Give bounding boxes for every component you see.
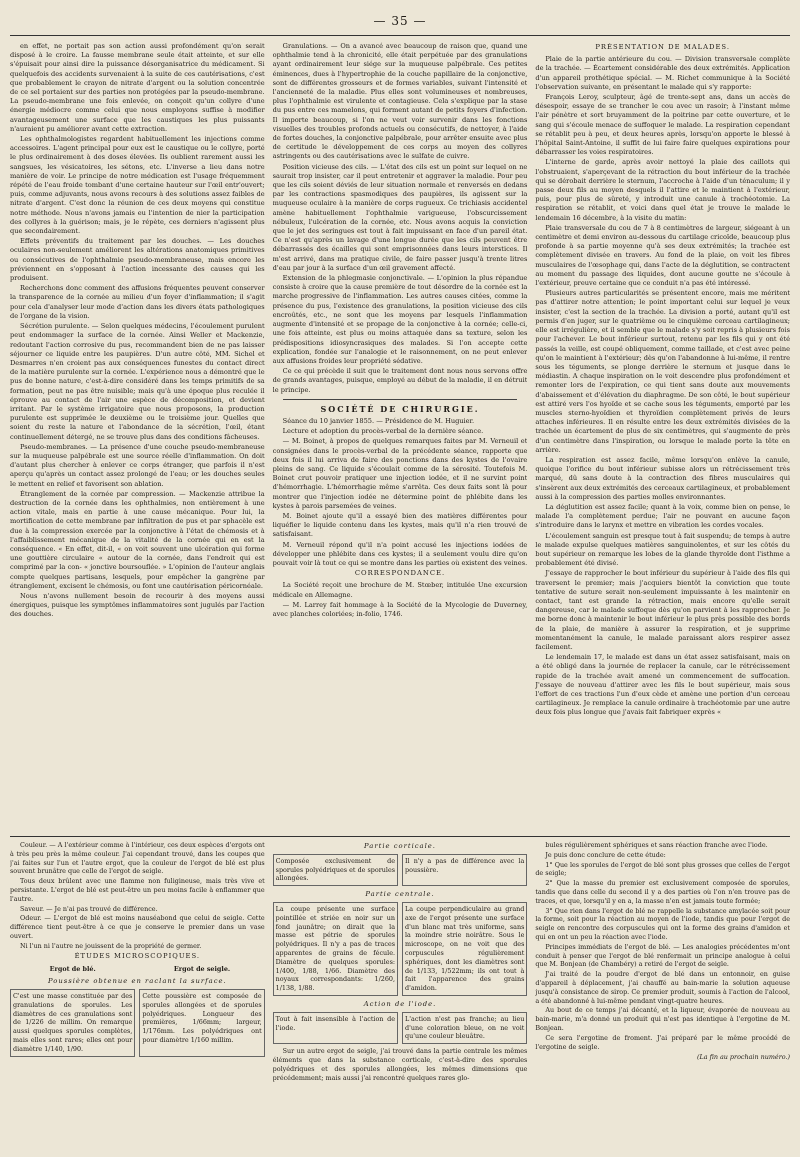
paragraph: François Leroy, sculpteur, âgé de trente-sept ans, dans un accès de désespoir, essaye de se trancher le cou avec un rasoir; à l'instant même l'air pénètre et sort bruyamment de la poitrine par cette ouverture, et le sang qui s'écoule menace de suffoquer le malade. La respiration cependant se rétablit peu à peu, et deux heures après, lorsqu'on apporte le blessé à l'hôpital Saint-Antoine, il suffit de lui faire faire quelques expirations pour débarrasser les voies respiratoires. — [535, 93, 790, 157]
right-cell: Cette poussière est composée de sporules allongées et de sporules polyédriques. Longueur des premières, 1/66mm; largeur, 1/176mm. Les polyédriques ont pour diamètre 1/160 millim. — [139, 989, 264, 1057]
section-rule — [283, 399, 518, 400]
paragraph: Sur un autre ergot de seigle, j'ai trouvé dans la partie centrale les mêmes éléments que dans la substance corticale, c'est-à-dire des sporules polyédriques et des sporules allongées, les mêmes dimensions que précédemment; mais aussi j'ai rencontré quelques rares glo- — [272, 1047, 528, 1082]
right-cell: La coupe perpendiculaire au grand axe de l'ergot présente une surface d'un blanc mat très uniforme, sans la moindre strie noirâtre. Sous le microscope, on ne voit que des corpuscules régulièrement sphériques, dont les diamètres sont de 1/133, 1/522mm; ils ont tout à fait l'apparence des grains d'amidon. — [402, 902, 527, 996]
society-title: SOCIÉTÉ DE CHIRURGIE. — [320, 403, 480, 414]
paragraph: Ce ce qui précède il suit que le traitement dont nous nous servons offre de grands avantages, puisque, employé au début de la maladie, il en détruit le principe. — [272, 367, 528, 394]
paragraph: L'interne de garde, après avoir nettoyé la plaie des caillots qui l'obstruaient, s'aperçevant de la rétraction du bout inférieur de la trachée qui se dérobait derrière le sternum, l'accroche à l'aide d'un ténaculum; il y passe deux fils au moyen desquels il l'attire et le maintient à l'extérieur, puis, pour plus de sûreté, y introduit une canule à trachéotomie. La respiration se rétablit, et voici dans quel état je trouve le malade le lendemain 16 décembre, à la visite du matin: — [535, 158, 790, 222]
comparison-row — [273, 1012, 528, 1047]
paragraph: La déglutition est assez facile; quant à la voix, comme bien on pense, le malade l'a complètement perdue; l'air ne pouvant en aucune façon s'introduire dans le larynx et mettre en vibration les cordes vocales. — [535, 502, 790, 530]
paragraph: en effet, ne portait pas son action aussi profondément qu'on serait disposé à le croire. La fausse membrane seule était atteinte, et sur elle s'épuisait pour ainsi dire la puissance désorganisatrice du médicament. Si quelquefois des accidents survenaient à la suite de ces cautérisations, c'est que probablement le crayon de nitrate d'argent ou la solution concentrée de ce sel portaient sur des parties non protégées par la pseudo-membrane. La pseudo-membrane une fois enlevée, on conçoit qu'un collyre d'une énergie médiocre comme celui que nous employons suffise à modifier avantageusement une surface que les caustiques les plus puissants n'auraient pu améliorer avant cette extraction. — [10, 42, 265, 133]
paragraph: Ni l'un ni l'autre ne jouissent de la propriété de germer. — [20, 941, 202, 950]
paragraph: M. Verneuil répond qu'il n'a point accusé les injections iodées de développer une phlébite dans ces kystes; il a seulement voulu dire qu'on pouvait voir là tout ce qui se montre dans les parties où existent des veines. — [272, 540, 528, 567]
bottom-column-2 — [273, 841, 528, 1151]
paragraph: 2° Que la masse du premier est exclusivement composée de sporules, tandis que dans celle du second il y a des parties où l'on n'en trouve pas de traces, et que, lorsqu'il y en a, la masse n'en est jamais toute formée; — [535, 879, 790, 905]
subheading: Partie corticale. — [364, 842, 436, 850]
paragraph: Ce sera l'ergotine de froment. J'ai préparé par le même procédé de l'ergotine de seigle. — [535, 1033, 790, 1051]
paragraph: Extension de la phlegmasie conjonctivale. — L'opinion la plus répandue consiste à croire que la cause première de tout désordre de la cornée est la marche progressive de l'inflammation. Les autres causes citées, comme la présence du pus, l'existence des granulations, la position vicieuse des cils encroûtés, etc., ne sont que les moyens par lesquels l'inflammation augmente d'intensité et se propage de la conjonctive à la cornée; celle-ci, une fois atteinte, est plus ou moins attaquée dans sa texture, selon les prédispositions idiosyncrasiques des malades. Si l'on accepte cette explication, fondée sur l'analogie et le raisonnement, on ne peut enlever aux affusions froides leur propriété sédative. — [272, 274, 528, 365]
paragraph: Pseudo-membranes. — La présence d'une couche pseudo-membraneuse sur la muqueuse palpébrale est une source réelle d'inflammation. On doit d'autant plus chercher à enlever ce corps étranger, que parfois il n'est aperçu qu'après un contact assez prolongé de l'eau; or les douches seules le mettent en relief et favorisent son ablation. — [10, 442, 265, 488]
paragraph: Nous n'avons nullement besoin de recourir à des moyens aussi énergiques, puisque les symptômes inflammatoires sont jugulés par l'action des douches. — [10, 591, 265, 619]
paragraph: Tous deux brûlent avec une flamme non fuligineuse, mais très vive et persistante. L'ergot de blé est peut-être un peu moins facile à enflammer que l'autre. — [10, 877, 265, 903]
page-number: — 35 — — [373, 14, 427, 28]
paragraph: Étranglement de la cornée par compression. — Mackenzie attribue la destruction de la cornée dans les ophthalmies, non entièrement à une action vitale, mais en partie à une cause mécanique. Pour lui, la mortification de cette membrane par infiltration de pus et par sphacèle est due à la compression exercée par la conjonctive à l'état de chémosis et à l'affaiblissement mécanique de la vitalité de la cornée qui en est la conséquence. « En effet, dit-il, « on voit souvent une ulcération qui forme une gouttière circulaire « autour de la cornée, dans l'endroit qui est comprimé par la con- « jonctive boursouflée. » L'opinion de l'auteur anglais compte quelques partisans, lesquels, pour empêcher la gangrène par étranglement, excisent le chémosis, ou font une cautérisation péricornéale. — [10, 489, 265, 590]
right-cell: Il n'y a pas de différence avec la poussière. — [402, 854, 527, 886]
bottom-column-3 — [535, 841, 790, 1151]
paragraph: Sécrétion purulente. — Selon quelques médecins, l'écoulement purulent peut endommager la surface de la cornée. Ainsi Weller et Mackenzie, redoutant l'action corrosive du pus, recommandent bien de ne pas laisser séjourner ce liquide entre les paupières. D'un autre côté, MM. Sichel et Desmarres n'en croient pas aux conséquences funestes du contact direct de la matière purulente sur la cornée. L'expérience nous a démontré que le pus de bonne nature, c'est-à-dire considéré dans les temps primitifs de sa formation, peut ne pas être nuisible; mais qu'à une époque plus reculée il éprouve au contact de l'air une espèce de décomposition, et devient irritant. Par le système irrigatoire que nous proposons, la production purulente est supprimée le deuxième ou le troisième jour. Quelles que soient du reste la nature et l'abondance de la sécrétion, l'œil, étant continuellement détergé, ne se trouve plus dans des conditions fâcheuses. — [10, 322, 265, 441]
paragraph: Le lendemain 17, le malade est dans un état assez satisfaisant, mais on a été obligé dans la journée de replacer la canule, car le rétrécissement rapide de la trachée avait amené un commencement de suffocation. J'essaye de nouveau d'attirer avec les fils le bout supérieur, mais sous l'effort de ces tractions l'un d'eux cède et amène une portion d'un cerceau cartilagineux. Je remplace la canule ordinaire à trachéotomie par une autre deux fois plus longue que j'avais fait fabriquer exprès « — [535, 653, 790, 717]
comparison-row — [273, 902, 528, 999]
paragraph: Au bout de ce temps j'ai décanté, et la liqueur, évaporée de nouveau au bain-marie, m'a donné un produit qui n'est pas identique à l'ergotine de M. Bonjean. — [535, 1006, 790, 1032]
paragraph: Je puis donc conclure de cette étude: — [545, 850, 666, 859]
paragraph: La Société reçoit une brochure de M. Stœber, intitulée Une excursion médicale en Allemagne. — [272, 581, 528, 599]
paragraph: Recherchons donc comment des affusions fréquentes peuvent conserver la transparence de la cornée au milieu d'un foyer d'inflammation; il s'agit pour cela d'analyser leur mode d'action dans les divers états pathologiques de l'organe de la vision. — [10, 284, 265, 320]
subheading: Poussière obtenue en raclant la surface. — [47, 977, 227, 986]
left-cell: Composée exclusivement de sporules polyédriques et de sporules allongées. — [273, 854, 398, 886]
paragraph: Principes immédiats de l'ergot de blé. — Les analogies précédentes m'ont conduit à penser que l'ergot de blé renfermait un principe analogue à celui que M. Bonjean (de Chambéry) a retiré de l'ergot de seigle. — [535, 942, 790, 969]
top-section — [10, 42, 790, 832]
paragraph: Plaie transversale du cou de 7 à 8 centimètres de largeur, siégeant à un centimètre et demi environ au-dessous du cartilage cricoïde, beaucoup plus profonde à sa partie moyenne qu'à ses deux extrémités; la trachée est complètement divisée en travers. Au fond de la plaie, on voit les fibres musculaires de l'œsophage qui, dans l'acte de la déglutition, se contractent au moment du passage des liquides, dont aucune goutte ne s'écoule à l'extérieur, preuve certaine que ce conduit n'a pas été intéressé. — [535, 223, 790, 288]
paragraph: L'écoulement sanguin est presque tout à fait suspendu; de temps à autre le malade expulse quelques matières sanguinolentes, et sur les côtés du bout supérieur on remarque les lobes de la glande thyroïde dont l'isthme a probablement été divisé. — [535, 531, 790, 568]
paragraph: 1° Que les sporules de l'ergot de blé sont plus grosses que celles de l'ergot de seigle; — [535, 860, 790, 878]
bottom-rule — [10, 836, 790, 837]
correspondence-title: CORRESPONDANCE. — [354, 569, 446, 578]
paragraph: J'essaye de rapprocher le bout inférieur du supérieur à l'aide des fils qui traversent le premier; mais j'acquiers bientôt la conviction que toute tentative de suture serait non-seulement impuissante à les maintenir en contact, tant est grande la rétraction, mais encore qu'elle serait dangereuse, car le malade suffoque dès qu'on parvient à les rapprocher. Je me borne donc à maintenir le bout inférieur le plus près possible des bords de la plaie, de manière à assurer la respiration, et je supprime momentanément la canule, le malade paraissant alors respirer assez facilement. — [535, 569, 790, 651]
session-line: Séance du 10 janvier 1855. — Présidence de M. Huguier. — [282, 416, 475, 425]
left-cell: La coupe présente une surface pointillée et striée en noir sur un fond jaunâtre; on dirait que la masse est pétrie de sporules polyédriques. Il n'y a pas de traces apparentes de grains de fécule. Diamètre de quelques sporules: 1/400, 1/88, 1/66. Diamètre des noyaux correspondants: 1/260, 1/138, 1/88. — [273, 902, 398, 996]
paragraph: Saveur. — Je n'ai pas trouvé de différence. — [20, 904, 158, 913]
comparison-row — [273, 854, 528, 889]
page-header — [10, 10, 790, 32]
paragraph: Effets préventifs du traitement par les douches. — Les douches oculaires non-seulement améliorent les altérations anatomiques primitives ou consécutives de l'ophthalmie pseudo-membraneuse, mais encore les préviennent en s'opposant à l'action incessante des causes qui les produisent. — [10, 237, 265, 283]
column-1 — [10, 42, 265, 832]
presentation-title: PRÉSENTATION DE MALADES. — [595, 43, 731, 51]
paragraph: Granulations. — On a avancé avec beaucoup de raison que, quand une ophthalmie tend à la chronicité, elle était perpétuée par des granulations ayant ordinairement leur siége sur la muqueuse palpébrale. Ces petites éminences, dues à l'hypertrophie de la couche papillaire de la conjonctive, sont de différentes grosseurs et de formes variables, suivant l'intensité et l'ancienneté de la maladie. Plus elles sont volumineuses et nombreuses, plus l'ophthalmie est virulente et contagieuse. Cela s'explique par la stase du pus entre ces mamelons, qui forment autant de petits foyers d'infection. Il importe beaucoup, si l'on ne veut voir survenir dans les fonctions visuelles des troubles profonds actuels ou consécutifs, de nettoyer, à l'aide de fortes douches, la conjonctive palpébrale, pour arrêter ensuite avec plus de certitude le développement de ces corps au moyen des collyres astringents ou des cautérisations avec le sulfate de cuivre. — [272, 42, 528, 161]
paragraph: — M. Boinet, à propos de quelques remarques faites par M. Verneuil et consignées dans le procès-verbal de la précédente séance, rapporte que deux fois il lui arriva de faire des ponctions dans des kystes de l'ovaire pleins de sang. Ce liquide s'écoulait comme de la sérosité. Toutefois M. Boinet crut pouvoir pratiquer une injection iodée, et il ne survint point d'hémorrhagie. L'hémorrhagie même s'arrêta. Ces deux faits sont là pour montrer que l'injection iodée ne détermine point de phlébite dans les kystes à parois parsemées de veines. — [272, 437, 528, 510]
paragraph: bules régulièrement sphériques et sans réaction franche avec l'iode. — [545, 841, 768, 849]
left-cell: Tout à fait insensible à l'action de l'iode. — [273, 1012, 398, 1044]
right-header: Ergot de seigle. — [173, 965, 231, 974]
left-header: Ergot de blé. — [49, 965, 96, 974]
comparison-row — [10, 989, 265, 1060]
paragraph: Odeur. — L'ergot de blé est moins nauséabond que celui de seigle. Cette différence tient peut-être à ce que je conserve le premier dans un vase ouvert. — [10, 914, 265, 940]
case-subtitle: Plaie de la partie antérieure du cou. — Division transversale complète de la trachée. — Écartement considérable des deux extrémités. Application d'un appareil prothétique spécial. — M. Richet communique à la Société l'observation suivante, en présentant le malade qui s'y rapporte: — [535, 55, 790, 91]
paragraph: Position vicieuse des cils. — L'état des cils est un point sur lequel on ne saurait trop insister, car il peut entretenir et aggraver la maladie. Pour peu que les cils soient déviés de leur situation normale et renversés en dedans par les contractions spasmodiques des paupières, ils agissent sur la muqueuse oculaire à la manière de corps rugueux. Ce trichiasis accidentel amène habituellement l'ophthalmie varigueuse, l'obscurcissement nébuleux, l'ulcération de la cornée, etc. Nous avons acquis la conviction que le jet des seringues est tout à fait impuissant en face d'un pareil état. Ce n'est qu'après un lavage d'une longue durée que les cils peuvent être débarrassés des écailles qui sont emprisonnées dans leurs interstices. Il m'est arrivé, dans ma pratique civile, de faire passer jusqu'à trente litres d'eau par jour à la surface d'un œil gravement affecté. — [272, 162, 528, 272]
left-cell: C'est une masse constituée par des granulations de sporules. Les diamètres de ces granulations sont de 1/226 de millim. On remarque aussi quelques sporules complètes, mais elles sont rares; elles ont pour diamètre 1/140, 1/90. — [10, 989, 135, 1057]
continued-note: (La fin au prochain numéro.) — [696, 1053, 790, 1062]
column-2 — [273, 42, 528, 832]
paragraph: Plusieurs autres particularités se présentent encore, mais me méritent pas d'attirer notre attention; le point important celui sur lequel je veux insister, c'est la section de la trachée. La division a porté, autant qu'il est permis d'en juger, sur le quatrième ou le cinquième cerceau cartilagineux; elle est irrégulière, et il semble que le malade s'y soit repris à plusieurs fois pour l'achever. Le bout inférieur surtout, retenu par les fils qui y ont été passés la veille, est coupé obliquement, comme taillade, et c'est avec peine qu'on le maintient à l'extérieur; dès qu'on l'abandonne à lui-même, il rentre sous les téguments, se plonge derrière le sternum et jusque dans le médiastin. A chaque inspiration on le voit descendre plus profondément et remonter lors de l'expiration, ce qui tient sans doute aux mouvements d'abaissement et d'élévation du diaphragme. De son côté, le bout supérieur est attiré vers l'os hyoïde et se cache sous les téguments, emporté par les muscles sterno-hyoïdien et thyroïdien complètement privés de leurs attaches inférieures. Il en résulte entre les deux extrémités divisées de la trachée un écartement de plus de six centimètres, qui s'augmente de près d'un centimètre dans l'inspiration, ou lorsque le malade porte la tête en arrière. — [535, 289, 790, 454]
ergot-headers — [10, 963, 265, 976]
right-cell: L'action n'est pas franche; au lieu d'une coloration bleue, on ne voit qu'une couleur bleuâtre. — [402, 1012, 527, 1044]
paragraph: J'ai traité de la poudre d'ergot de blé dans un entonnoir, en guise d'appareil à déplacement, j'ai chauffé au bain-marie la solution aqueuse jusqu'à consistance de sirop. Ce premier produit, soumis à l'action de l'alcool, a été abandonné à lui-même pendant vingt-quatre heures. — [535, 970, 790, 1005]
column-3 — [535, 42, 790, 832]
paragraph: Couleur. — A l'extérieur comme à l'intérieur, ces deux espèces d'ergots ont à très peu près la même couleur. J'ai cependant trouvé, dans les coupes que j'ai faites sur l'un et l'autre ergot, que la couleur de l'ergot de blé est plus souvent brunâtre que celle de l'ergot de seigle. — [10, 841, 265, 876]
paragraph: Les ophthalmologistes regardent habituellement les injections comme accessoires. L'agent principal pour eux est le caustique ou le collyre, porté le plus ordinairement à des doses élevées. Ils oublient rarement aussi les sangsues, les vésicatoires, les sétons, etc. L'inverse a lieu dans notre manière de voir. Le principe de notre médication est l'usage fréquemment répété de l'eau froide tombant d'une certaine hauteur sur l'œil entr'ouvert; puis, comme adjuvants, nous avons recours à des solutions assez faibles de nitrate d'argent. C'est donc la réunion de ces deux moyens qui constitue notre méthode. Nous n'avons jamais eu l'intention de nier la participation des collyres à la guérison; mais, je le répète, ces derniers n'agissent plus que secondairement. — [10, 135, 265, 236]
bottom-section — [10, 841, 790, 1151]
paragraph: La respiration est assez facile, même lorsqu'on enlève la canule, quoique l'orifice du bout inférieur subisse alors un rétrécissement très marqué, dû sans doute à la contraction des fibres musculaires qui s'insèrent aux deux extrémités des cerceaux cartilagineux, et probablement aussi à la compression des parties molles environnantes. — [535, 455, 790, 501]
paragraph: M. Boinet ajoute qu'il a essayé bien des matières différentes pour liquéfier le liquide contenu dans les kystes, mais qu'il n'a rien trouvé de satisfaisant. — [272, 511, 528, 539]
paragraph: 3° Que rien dans l'ergot de blé ne rappelle la substance amylacée soit pour la forme, soit pour la réaction au moyen de l'iode, tandis que pour l'ergot de seigle on rencontre des corpuscules qui ont la forme des grains d'amidon et qui en ont un peu la réaction avec l'iode. — [535, 906, 790, 941]
bottom-column-1 — [10, 841, 265, 1151]
header-rule — [10, 35, 790, 36]
subheading: Action de l'iode. — [363, 999, 437, 1008]
paragraph: — M. Larrey fait hommage à la Société de la Mycologie de Duverney, avec planches coloriées; in-folio, 1746. — [272, 600, 528, 618]
paragraph: Lecture et adoption du procès-verbal de la dernière séance. — [282, 427, 484, 436]
subheading: Partie centrale. — [365, 890, 435, 899]
micro-title: ÉTUDES MICROSCOPIQUES. — [74, 951, 201, 960]
